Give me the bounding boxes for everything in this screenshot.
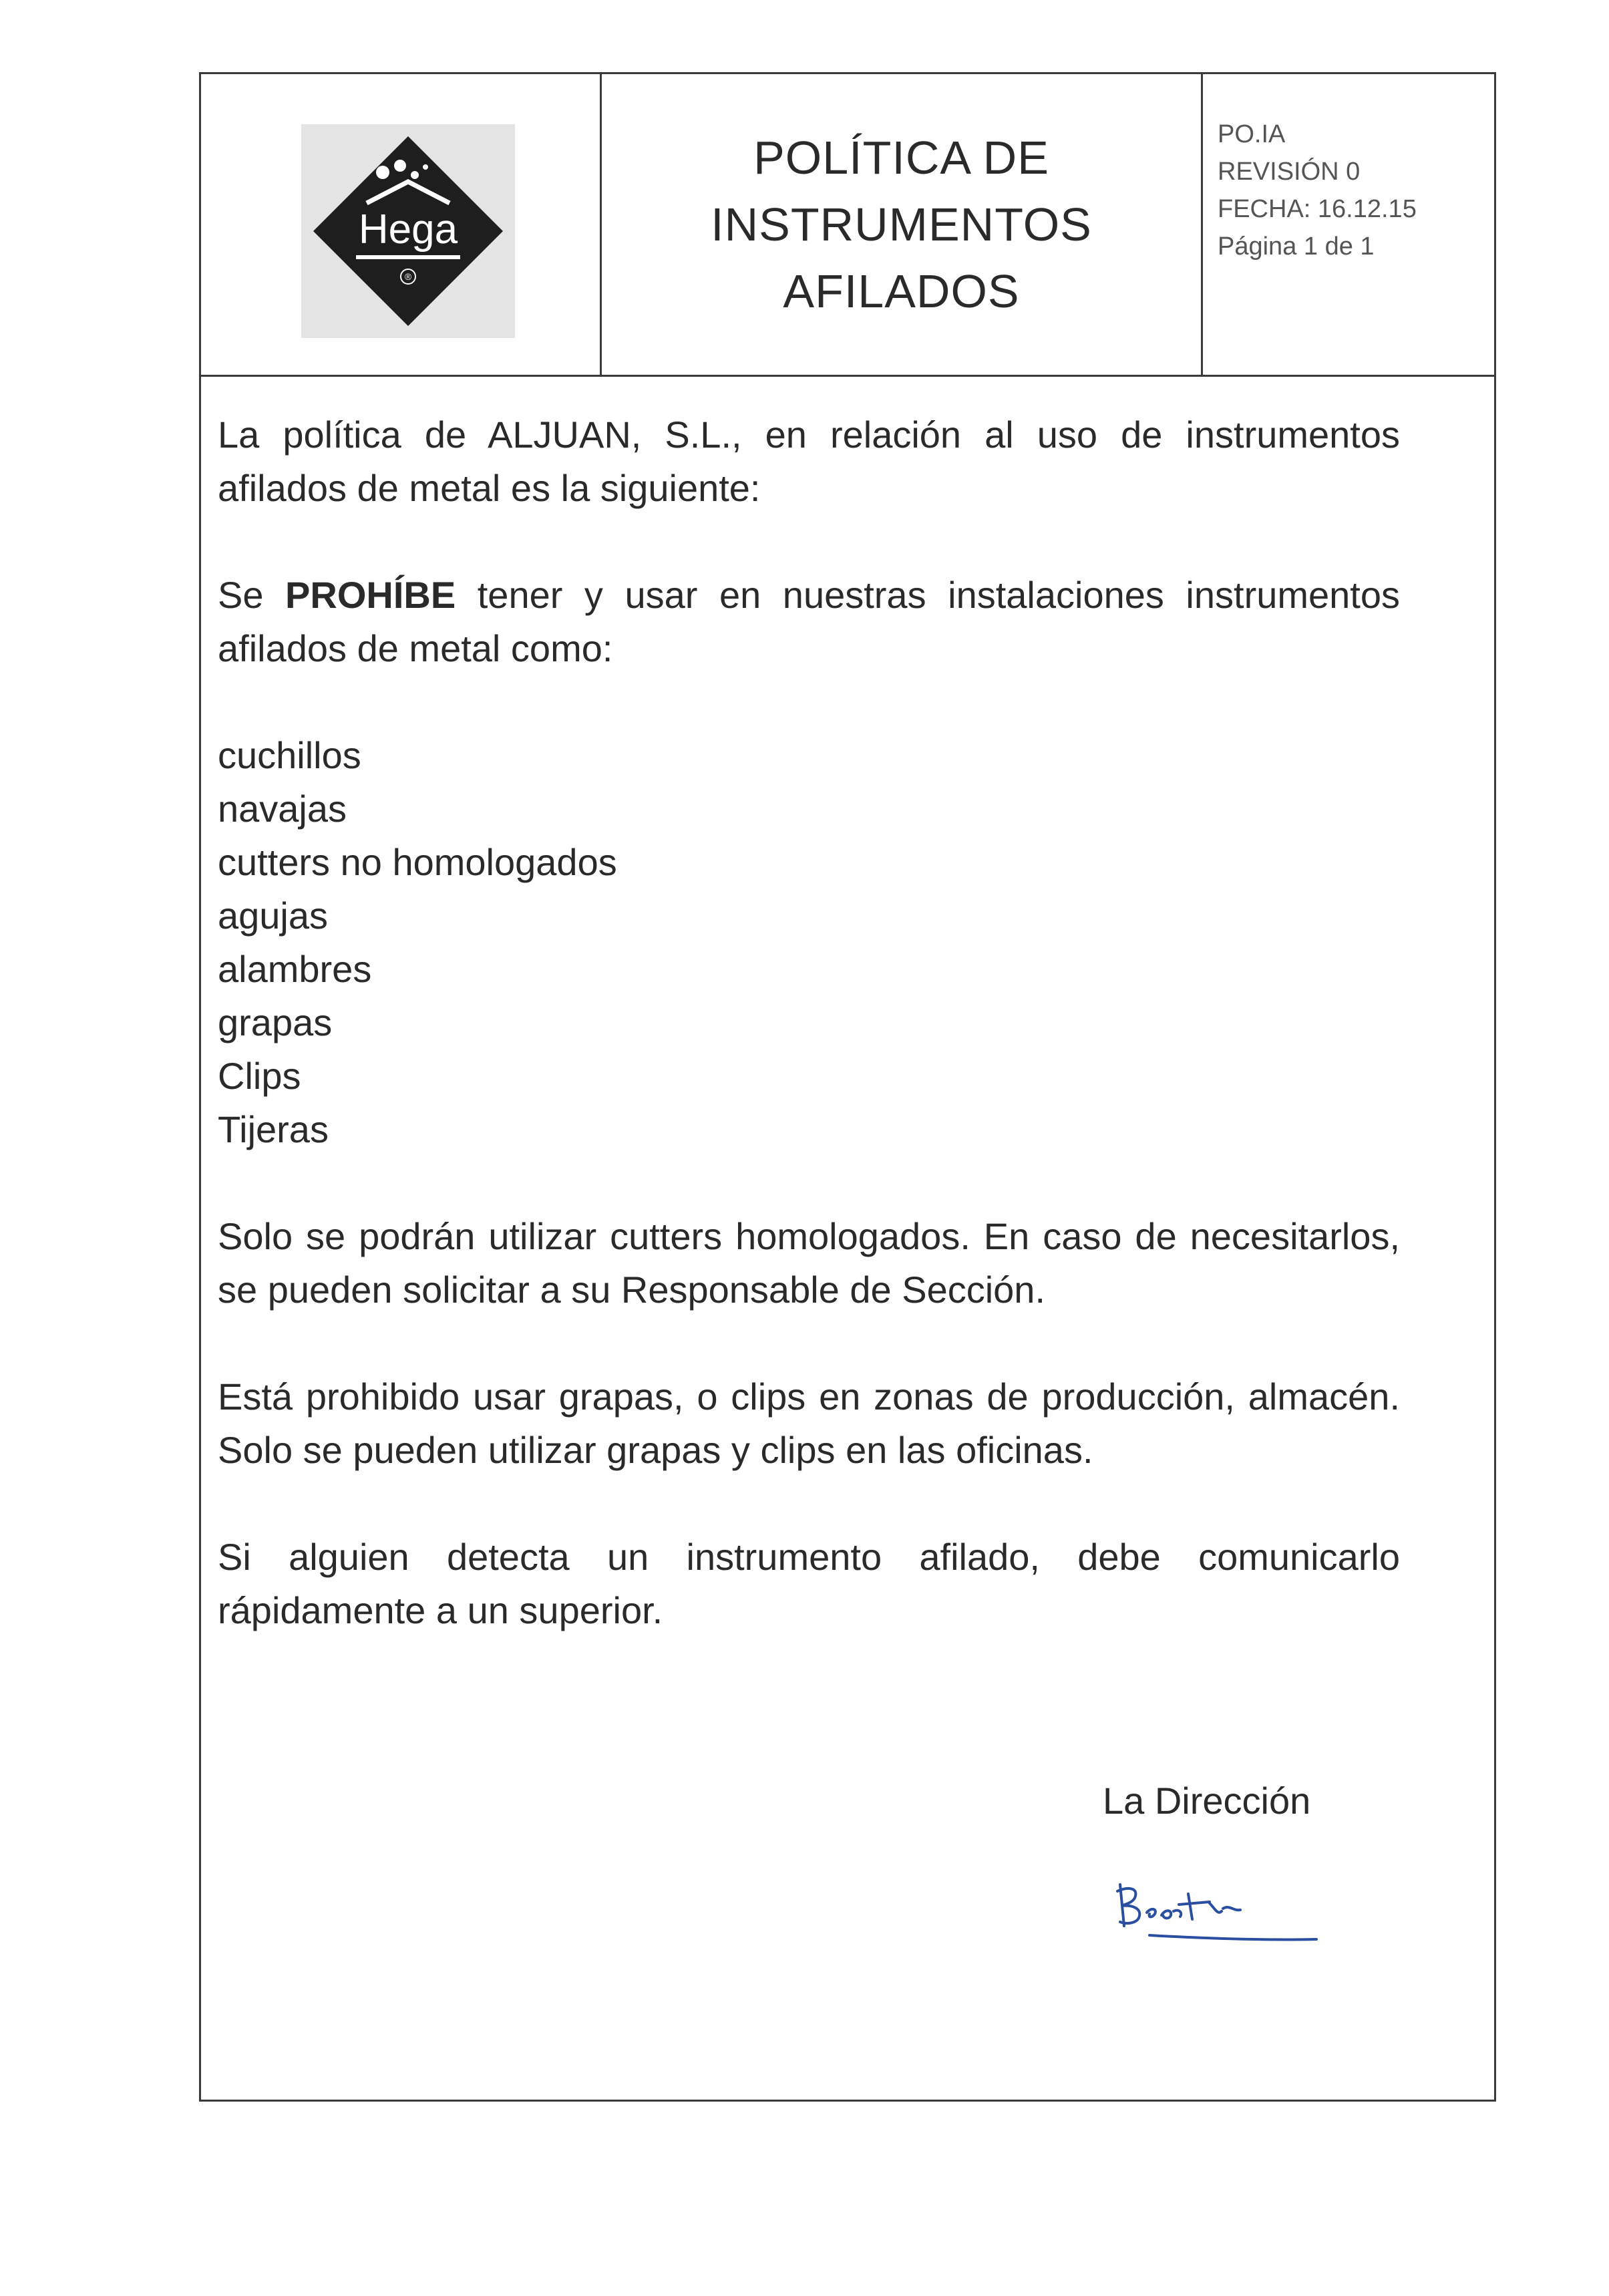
meta-page: Página 1 de 1 [1218, 232, 1375, 261]
clips-paragraph: Está prohibido usar grapas, o clips en zonas de producción, almacén. Solo se pueden utilizar grapas y clips en las oficinas. [218, 1375, 1400, 1471]
report-paragraph: Si alguien detecta un instrumento afilado, debe comunicarlo rápidamente a un superior. [218, 1536, 1400, 1631]
list-item: Clips [218, 1055, 301, 1097]
logo-cell [201, 74, 602, 375]
document-header [201, 74, 1494, 377]
list-item: agujas [218, 894, 329, 937]
meta-date: FECHA: 16.12.15 [1218, 195, 1417, 223]
prohibition-keyword: PROHÍBE [285, 574, 456, 616]
cutters-paragraph: Solo se podrán utilizar cutters homologados. En caso de necesitarlos, se pueden solicitar a su Responsable de Sección. [218, 1215, 1400, 1311]
title-line-2: INSTRUMENTOS [711, 198, 1092, 251]
prohibited-items-list [218, 729, 1400, 1156]
document-meta [1203, 74, 1496, 375]
prohibition-paragraph [218, 568, 1400, 675]
document-frame [199, 72, 1496, 2102]
title-line-1: POLÍTICA DE [753, 132, 1049, 184]
hega-logo-icon [301, 124, 515, 338]
prohibition-prefix: Se [218, 574, 286, 616]
list-item: cutters no homologados [218, 841, 617, 883]
intro-paragraph: La política de ALJUAN, S.L., en relación al uso de instrumentos afilados de metal es la siguiente: [218, 414, 1400, 509]
list-item: grapas [218, 1001, 333, 1043]
meta-code: PO.IA [1218, 120, 1286, 148]
meta-revision: REVISIÓN 0 [1218, 158, 1361, 186]
list-item: cuchillos [218, 734, 361, 776]
closing-signoff: La Dirección [1103, 1780, 1311, 1822]
document-title [602, 74, 1203, 375]
list-item: alambres [218, 948, 372, 990]
logo-wordmark: Hega [358, 206, 458, 253]
title-line-3: AFILADOS [783, 265, 1020, 317]
logo-registered-mark: ® [404, 271, 412, 282]
handwritten-signature [1109, 1871, 1330, 1958]
list-item: navajas [218, 788, 347, 830]
prohibition-suffix: tener y usar en nuestras instalaciones instrumentos afilados de metal como: [218, 574, 1400, 669]
list-item: Tijeras [218, 1108, 329, 1150]
document-body [218, 408, 1400, 1691]
